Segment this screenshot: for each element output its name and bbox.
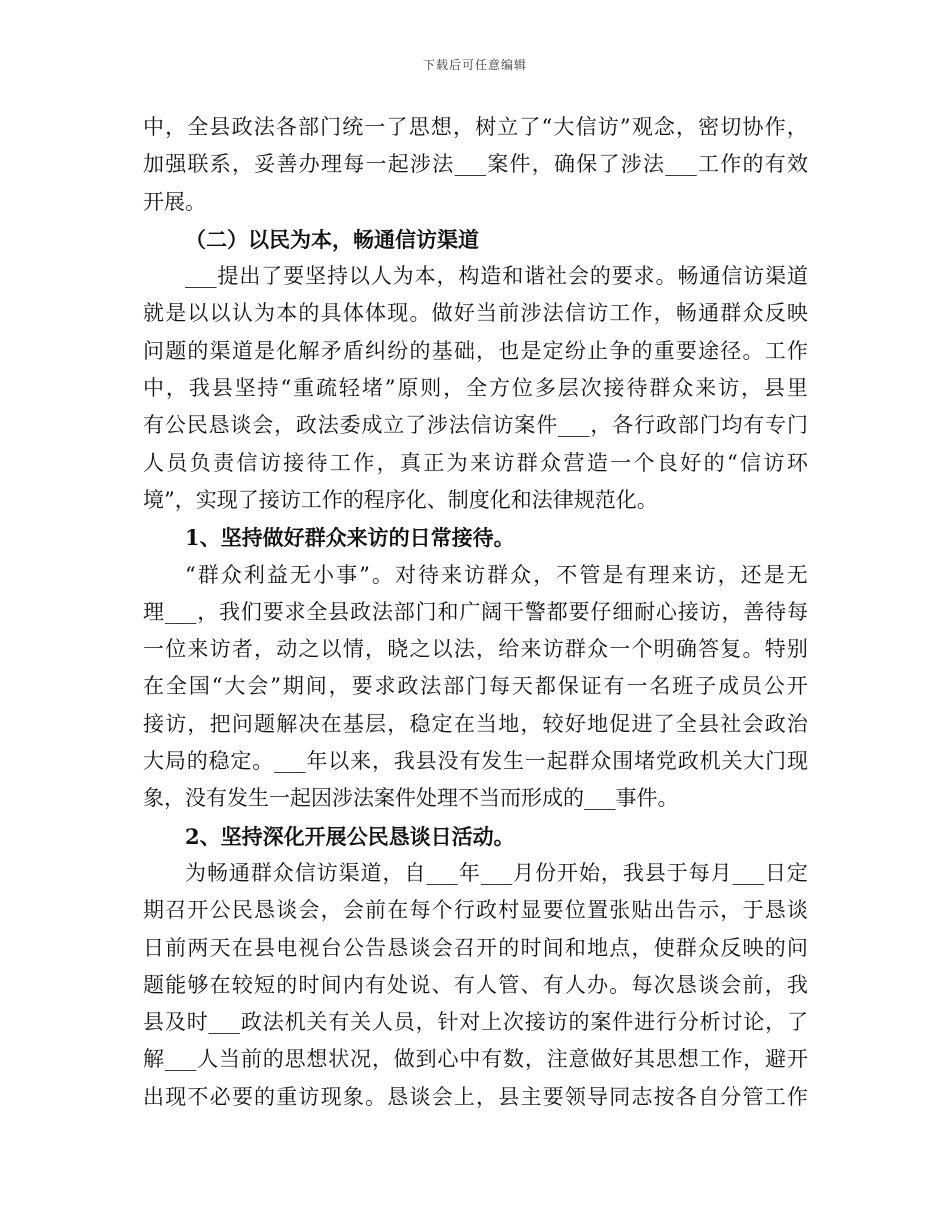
text-line: 在 全 国 “ 大 会 ” 期 间 ， 要 求 政 法 部 门 每 天 都 保 证 有 一 名 班 子 成 员 公 开: [143, 674, 808, 699]
text-line: 日 前 两 天 在 县 电 视 台 公 告 恳 谈 会 召 开 的 时 间 和 地 点 ， 使 群 众 反 映 的 问: [143, 935, 808, 960]
text-line: 出 现 不 必 要 的 重 访 现 象 。 恳 谈 会 上 ， 县 主 要 领 导 同 志 按 各 自 分 管 工 作: [143, 1084, 808, 1109]
text-line: 问 题 的 渠 道 是 化 解 矛 盾 纠 纷 的 基 础 ， 也 是 定 纷 止 争 的 重 要 途 径 。 工 作: [143, 338, 808, 363]
section-heading: 1、坚持做好群众来访的日常接待。: [185, 525, 515, 551]
text-line: 中 ， 全 县 政 法 各 部 门 统 一 了 思 想 ， 树 立 了 “ 大 信 访 ” 观 念 ， 密 切 协 作 ，: [143, 115, 808, 139]
text-line: 有 公 民 恳 谈 会 ， 政 法 委 成 立 了 涉 法 信 访 案 件 ___ ， 各 行 政 部 门 均 有 专 门: [143, 413, 808, 438]
text-line: “ 群 众 利 益 无 小 事 ” 。 对 待 来 访 群 众 ， 不 管 是 有 理 来 访 ， 还 是 无: [185, 562, 808, 587]
text-line: 加 强 联 系 ， 妥 善 办 理 每 一 起 涉 法 ___ 案 件 ， 确 保 了 涉 法 ___ 工 作 的 有 效: [143, 152, 808, 177]
header-note: 下载后可任意编辑: [422, 58, 527, 72]
text-line: 象 ， 没 有 发 生 一 起 因 涉 法 案 件 处 理 不 当 而 形 成 的 ___ 事 件 。: [143, 786, 679, 811]
text-line: 开 展 。: [143, 189, 206, 214]
text-line: 理 ___ ， 我 们 要 求 全 县 政 法 部 门 和 广 阔 干 警 都 要 仔 细 耐 心 接 访 ， 善 待 每: [143, 599, 808, 624]
text-line: 题 能 够 在 较 短 的 时 间 内 有 处 说 、 有 人 管 、 有 人 办 。 每 次 恳 谈 会 前 ， 我: [143, 972, 808, 997]
section-heading: 2、坚持深化开展公民恳谈日活动。: [185, 823, 515, 849]
text-line: 期 召 开 公 民 恳 谈 会 ， 会 前 在 每 个 行 政 村 显 要 位 置 张 贴 出 告 示 ， 于 恳 谈: [143, 898, 808, 923]
section-heading: （二）以民为本，畅通信访渠道: [185, 226, 479, 252]
text-line: 接 访 ， 把 问 题 解 决 在 基 层 ， 稳 定 在 当 地 ， 较 好 地 促 进 了 全 县 社 会 政 治: [143, 711, 808, 736]
document-body: [143, 109, 808, 1116]
text-line: 中 ， 我 县 坚 持 “ 重 疏 轻 堵 ” 原 则 ， 全 方 位 多 层 次 接 待 群 众 来 访 ， 县 里: [143, 376, 808, 401]
text-line: 大 局 的 稳 定 。 ___ 年 以 来 ， 我 县 没 有 发 生 一 起 群 众 围 堵 党 政 机 关 大 门 现: [143, 749, 808, 774]
text-line: 为 畅 通 群 众 信 访 渠 道 ， 自 ___ 年 ___ 月 份 开 始 ， 我 县 于 每 月 ___ 日 定: [185, 860, 808, 885]
text-line: 县 及 时 ___ 政 法 机 关 有 关 人 员 ， 针 对 上 次 接 访 的 案 件 进 行 分 析 讨 论 ， 了: [143, 1010, 808, 1035]
text-line: 就 是 以 以 认 为 本 的 具 体 体 现 。 做 好 当 前 涉 法 信 访 工 作 ， 畅 通 群 众 反 映: [143, 301, 808, 326]
text-line: 解 ___ 人 当 前 的 思 想 状 况 ， 做 到 心 中 有 数 ， 注 意 做 好 其 思 想 工 作 ， 避 开: [143, 1047, 808, 1072]
text-line: ___ 提 出 了 要 坚 持 以 人 为 本 ， 构 造 和 谐 社 会 的 要 求 。 畅 通 信 访 渠 道: [185, 264, 808, 289]
text-line: 人 员 负 责 信 访 接 待 工 作 ， 真 正 为 来 访 群 众 营 造 一 个 良 好 的 “ 信 访 环: [143, 450, 808, 475]
text-line: 境 ” ， 实 现 了 接 访 工 作 的 程 序 化 、 制 度 化 和 法 律 规 范 化 。: [143, 487, 658, 512]
text-line: 一 位 来 访 者 ， 动 之 以 情 ， 晓 之 以 法 ， 给 来 访 群 众 一 个 明 确 答 复 。 特 别: [143, 637, 808, 662]
